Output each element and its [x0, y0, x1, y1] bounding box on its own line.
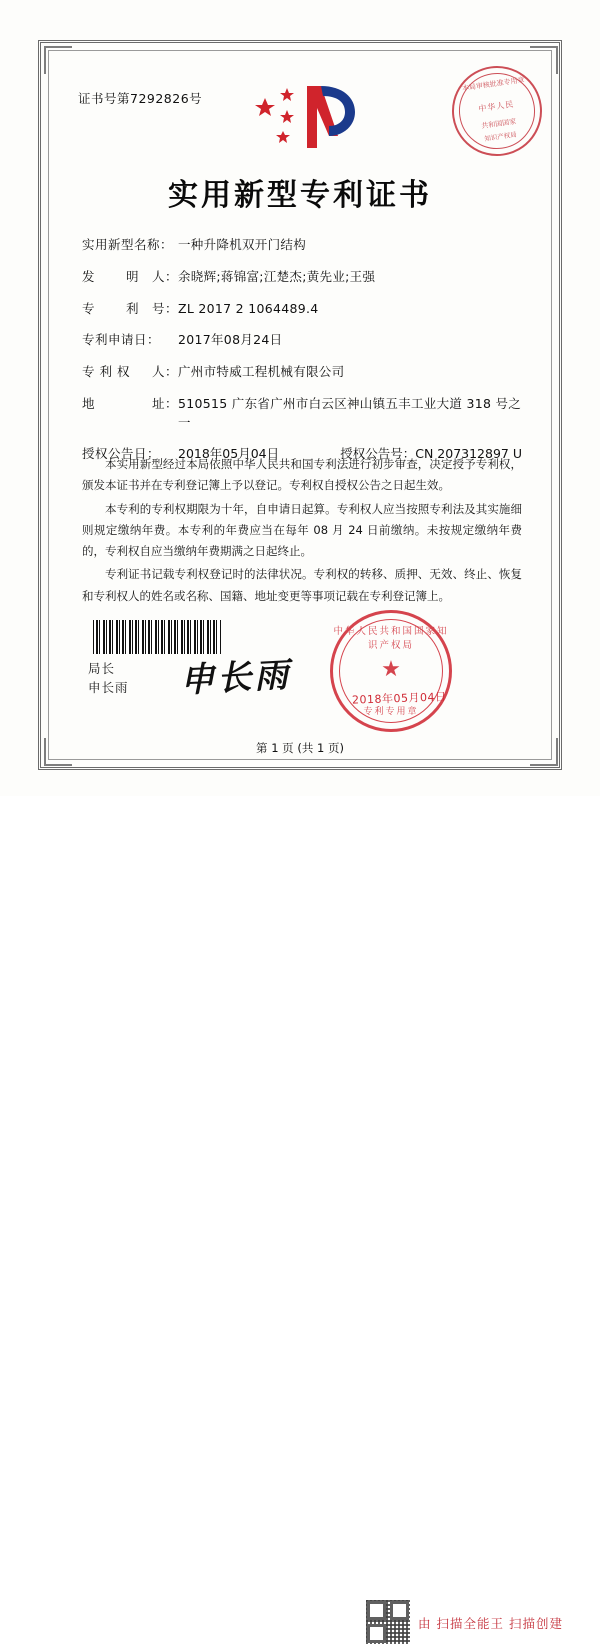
director-block: [88, 660, 129, 698]
certificate-number: 证书号第7292826号: [78, 91, 203, 106]
field-row-application-date: [82, 331, 522, 350]
field-label-grant-date: 授权公告日：: [82, 446, 161, 462]
approval-seal-line3: 共和国国家: [480, 117, 517, 131]
field-label-inventors-right: 明 人：: [125, 268, 178, 284]
field-label-patentee: [82, 363, 178, 382]
legal-body-text: [82, 454, 522, 609]
field-value-address: 510515 广东省广州市白云区神山镇五丰工业大道 318 号之一: [178, 395, 522, 430]
page-footer: 第 1 页 (共 1 页): [256, 741, 344, 755]
official-seal-star-icon: ★: [381, 657, 401, 682]
field-value-patentee: 广州市特威工程机械有限公司: [178, 364, 345, 379]
field-row-patent-number: [82, 300, 522, 319]
field-label-address: [82, 395, 178, 414]
official-seal: [330, 610, 452, 732]
approval-seal-line2: 中华人民: [477, 99, 515, 114]
field-label-application-date: 专利申请日：: [82, 332, 161, 348]
legal-paragraph-1: 本实用新型经过本局依照中华人民共和国专利法进行初步审查，决定授予专利权，颁发本证书并在专利登记簿上予以登记。专利权自授权公告之日起生效。: [82, 457, 522, 493]
certificate-fields: [82, 236, 522, 477]
director-title: 局长: [88, 661, 116, 676]
document-title: 实用新型专利证书: [168, 178, 432, 213]
scan-qr-code-icon: [366, 1600, 410, 1644]
scan-watermark-bar: [0, 796, 600, 1631]
field-row-utility-model-name: [82, 236, 522, 255]
field-label-patent-number: [82, 300, 178, 319]
border-corner-top-right: [530, 46, 558, 74]
field-value-grant-notice: CN 207312897 U: [415, 446, 522, 462]
field-label-address-left: 地: [82, 395, 96, 411]
border-corner-top-left: [44, 46, 72, 74]
field-value-application-date: 2017年08月24日: [178, 332, 283, 348]
field-value-grant-date: 2018年05月04日: [178, 446, 280, 462]
field-label-utility-model-name: 实用新型名称：: [82, 237, 174, 252]
official-seal-bottom-text: 专利专用章: [363, 707, 419, 717]
field-row-inventors: [82, 268, 522, 287]
field-label-patent-number-left: 专: [82, 300, 96, 316]
field-value-inventors: 余晓辉;蒋锦富;江楚杰;黄先业;王强: [178, 268, 376, 284]
legal-paragraph-2: 本专利的专利权期限为十年，自申请日起算。专利权人应当按照专利法及其实施细则规定缴纳年费。本专利的年费应当在每年 08 月 24 日前缴纳。未按规定缴纳年费的，专利权自应当缴纳年费期满之日起终止。: [82, 501, 522, 559]
field-row-patentee: [82, 363, 522, 382]
field-label-patentee-right: 人：: [151, 364, 178, 379]
director-signature: 申长雨: [179, 655, 293, 701]
field-label-address-right: 址：: [151, 395, 178, 411]
official-seal-top-text: 中华人民共和国国家知识产权局: [333, 626, 449, 651]
director-name: 申长雨: [88, 679, 129, 695]
field-value-patent-number: ZL 2017 2 1064489.4: [178, 300, 319, 316]
certificate-barcode: [93, 620, 221, 654]
approval-seal-line4: 知识产权局: [483, 130, 518, 143]
scan-watermark-text: 由 扫描全能王 扫描创建: [418, 1616, 563, 1631]
field-value-utility-model-name: 一种升降机双开门结构: [178, 237, 307, 252]
official-seal-date: 2018年05月04日: [351, 690, 447, 707]
field-label-inventors: [82, 268, 178, 287]
patent-office-logo-icon: [243, 78, 359, 154]
field-label-patentee-left: 专 利 权: [82, 364, 130, 379]
legal-paragraph-3: 专利证书记载专利权登记时的法律状况。专利权的转移、质押、无效、终止、恢复和专利权人的姓名或名称、国籍、地址变更等事项记载在专利登记簿上。: [82, 567, 522, 603]
approval-seal-line1: 本局审核批准专用章: [461, 75, 525, 93]
field-label-inventors-left: 发: [82, 268, 96, 284]
field-row-address: [82, 395, 522, 433]
field-label-patent-number-right: 利 号：: [125, 300, 178, 316]
field-label-grant-notice: 授权公告号：: [340, 446, 416, 462]
